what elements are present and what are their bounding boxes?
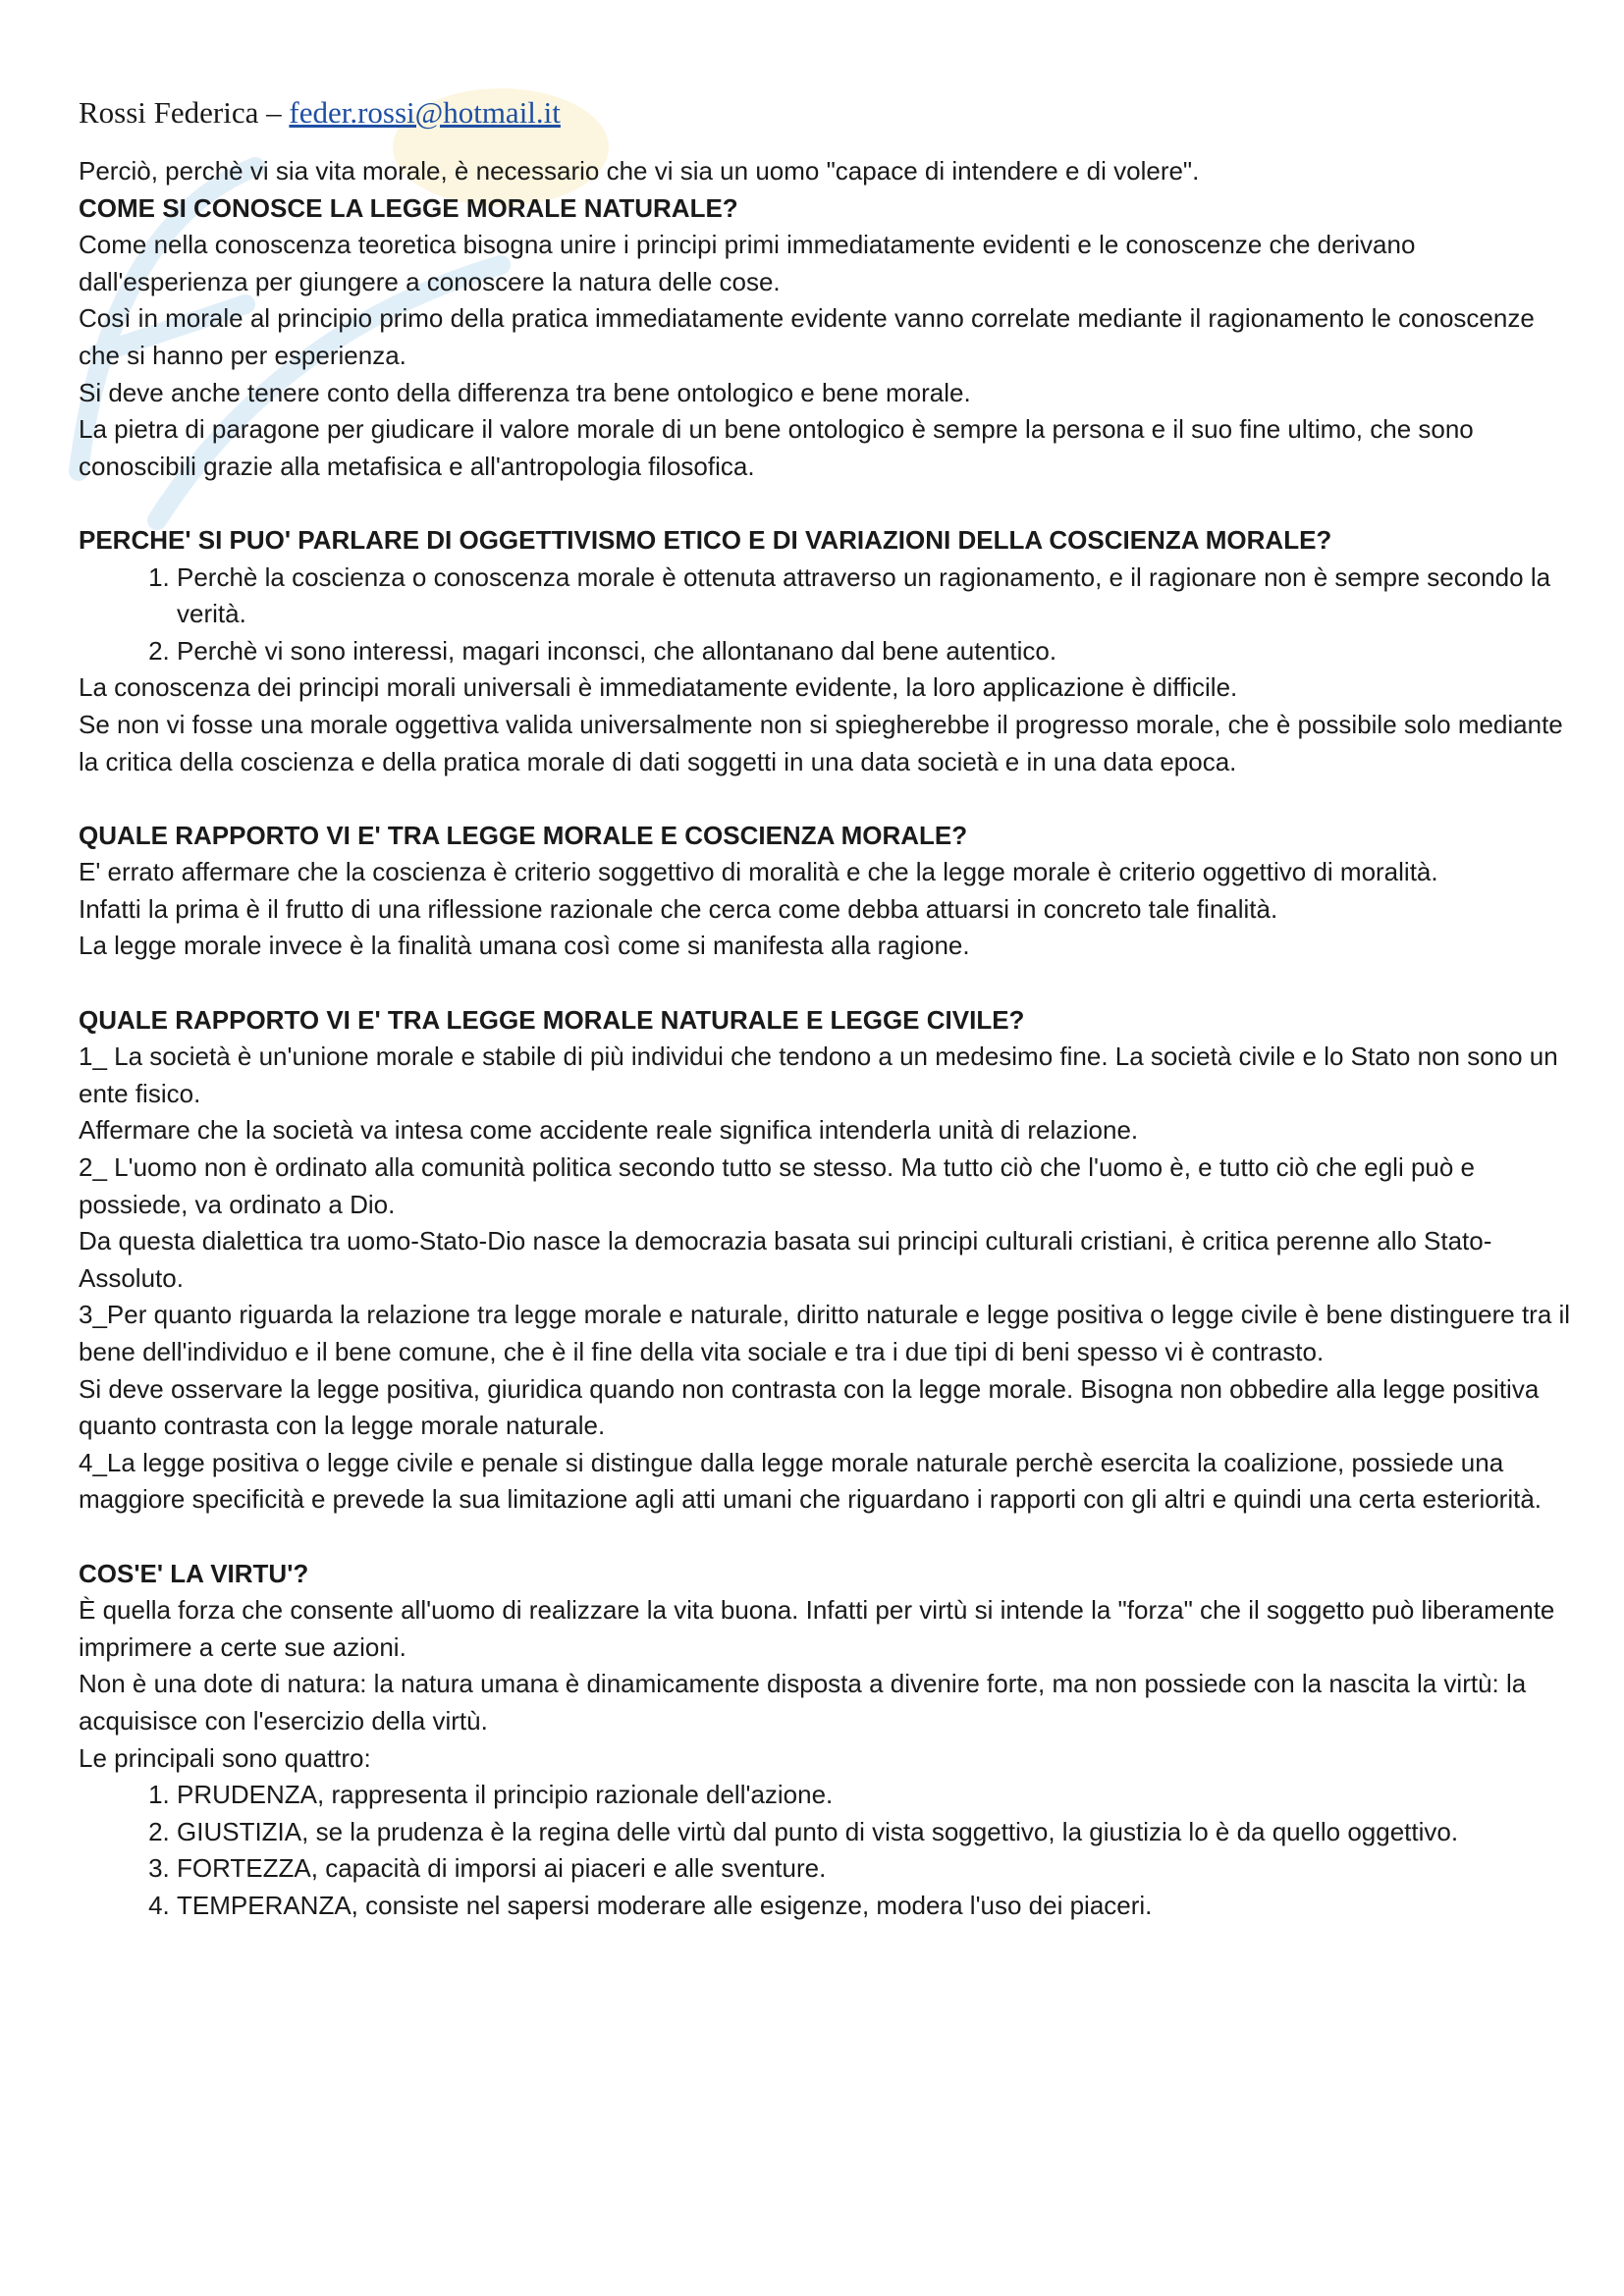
paragraph: Se non vi fosse una morale oggettiva valida universalmente non si spiegherebbe il progresso morale, che è possibile solo mediante la critica della coscienza e della pratica morale di dati soggetti in una data società e in una data epoca.	[79, 709, 1563, 776]
list-item: 1. Perchè la coscienza o conoscenza morale è ottenuta attraverso un ragionamento, e il ragionare non è sempre secondo la verità.	[177, 560, 1571, 633]
list-item: 2. GIUSTIZIA, se la prudenza è la regina delle virtù dal punto di vista soggettivo, la giustizia lo è da quello oggettivo.	[177, 1814, 1571, 1851]
section-title-virtu: COS'E' LA VIRTU'?	[79, 1558, 309, 1588]
paragraph: La conoscenza dei principi morali universali è immediatamente evidente, la loro applicazione è difficile.	[79, 672, 1238, 703]
author-email-link[interactable]: feder.rossi@hotmail.it	[289, 95, 561, 130]
spacer	[79, 485, 1571, 522]
paragraph: Si deve osservare la legge positiva, giuridica quando non contrasta con la legge morale. Bisogna non obbedire alla legge positiva quanto contrasta con la legge morale naturale.	[79, 1373, 1540, 1441]
paragraph: Le principali sono quattro:	[79, 1742, 371, 1773]
paragraph: 4_La legge positiva o legge civile e penale si distingue dalla legge morale naturale perchè esercita la coalizione, possiede una maggiore specificità e prevede la sua limitazione agli atti umani che riguardano i rapporti con gli altri e quindi una certa esteriorità.	[79, 1447, 1543, 1515]
paragraph: Non è una dote di natura: la natura umana è dinamicamente disposta a divenire forte, ma non possiede con la nascita la virtù: la acquisisce con l'esercizio della virtù.	[79, 1669, 1527, 1735]
paragraph: È quella forza che consente all'uomo di realizzare la vita buona. Infatti per virtù si intende la "forza" che il soggetto può liberamente imprimere a certe sue azioni.	[79, 1595, 1555, 1662]
document-header	[79, 94, 1571, 132]
section-title-legge-morale: COME SI CONOSCE LA LEGGE MORALE NATURALE?	[79, 192, 738, 223]
numbered-list	[79, 1777, 1571, 1924]
paragraph: Da questa dialettica tra uomo-Stato-Dio nasce la democrazia basata sui principi culturali cristiani, è critica perenne allo Stato-Assoluto.	[79, 1226, 1492, 1293]
paragraph: 1_ La società è un'unione morale e stabile di più individui che tendono a un medesimo fine. La società civile e lo Stato non sono un ente fisico.	[79, 1041, 1558, 1108]
spacer	[79, 965, 1571, 1002]
section-title-coscienza: QUALE RAPPORTO VI E' TRA LEGGE MORALE E COSCIENZA MORALE?	[79, 820, 968, 850]
document-page	[79, 94, 1571, 1925]
list-item: 4. TEMPERANZA, consiste nel sapersi moderare alle esigenze, modera l'uso dei piaceri.	[177, 1888, 1571, 1925]
paragraph: La pietra di paragone per giudicare il valore morale di un bene ontologico è sempre la persona e il suo fine ultimo, che sono conoscibili grazie alla metafisica e all'antropologia filosofica.	[79, 414, 1474, 481]
spacer	[79, 1519, 1571, 1556]
paragraph: Infatti la prima è il frutto di una riflessione razionale che cerca come debba attuarsi in concreto tale finalità.	[79, 893, 1278, 924]
list-item: 3. FORTEZZA, capacità di imporsi ai piaceri e alle sventure.	[177, 1850, 1571, 1888]
paragraph: Come nella conoscenza teoretica bisogna unire i principi primi immediatamente evidenti e le conoscenze che derivano dall'esperienza per giungere a conoscere la natura delle cose.	[79, 230, 1416, 296]
list-item: 2. Perchè vi sono interessi, magari inconsci, che allontanano dal bene autentico.	[177, 633, 1571, 670]
header-separator: –	[258, 95, 290, 130]
intro-paragraph: Perciò, perchè vi sia vita morale, è necessario che vi sia un uomo "capace di intendere e di volere".	[79, 156, 1200, 186]
author-name: Rossi Federica	[79, 95, 259, 130]
spacer	[79, 780, 1571, 818]
paragraph: Affermare che la società va intesa come accidente reale significa intenderla unità di relazione.	[79, 1115, 1139, 1146]
paragraph: La legge morale invece è la finalità umana così come si manifesta alla ragione.	[79, 931, 970, 961]
section-title-oggettivismo: PERCHE' SI PUO' PARLARE DI OGGETTIVISMO ETICO E DI VARIAZIONI DELLA COSCIENZA MORALE?	[79, 524, 1332, 555]
numbered-list	[79, 560, 1571, 670]
paragraph: 3_Per quanto riguarda la relazione tra legge morale e naturale, diritto naturale e legge positiva o legge civile è bene distinguere tra il bene dell'individuo e il bene comune, che è il fine della vita sociale e tra i due tipi di beni spesso vi è contrasto.	[79, 1300, 1571, 1366]
paragraph: E' errato affermare che la coscienza è criterio soggettivo di moralità e che la legge morale è criterio oggettivo di moralità.	[79, 857, 1438, 887]
section-title-legge-civile: QUALE RAPPORTO VI E' TRA LEGGE MORALE NATURALE E LEGGE CIVILE?	[79, 1004, 1025, 1035]
paragraph: Così in morale al principio primo della pratica immediatamente evidente vanno correlate mediante il ragionamento le conoscenze che si hanno per esperienza.	[79, 303, 1535, 370]
list-item: 1. PRUDENZA, rappresenta il principio razionale dell'azione.	[177, 1777, 1571, 1814]
paragraph: 2_ L'uomo non è ordinato alla comunità politica secondo tutto se stesso. Ma tutto ciò che l'uomo è, e tutto ciò che egli può e possiede, va ordinato a Dio.	[79, 1152, 1476, 1219]
paragraph: Si deve anche tenere conto della differenza tra bene ontologico e bene morale.	[79, 377, 971, 407]
